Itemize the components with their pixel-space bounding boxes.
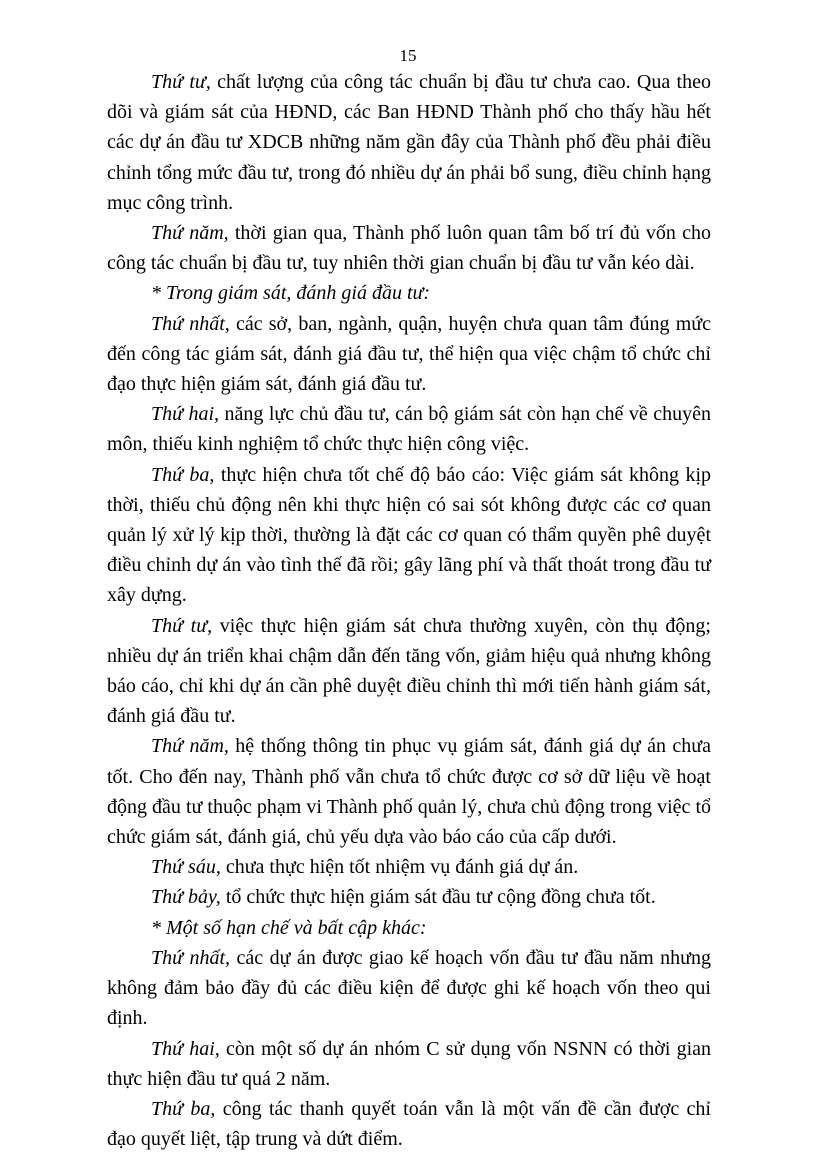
paragraph-text: các dự án được giao kế hoạch vốn đầu tư đầu năm nhưng không đảm bảo đầy đủ các điều kiện để được ghi kế hoạch vốn theo qui định.: [107, 946, 711, 1030]
paragraph-prep-5: [107, 218, 711, 278]
paragraph-lead: Thứ năm,: [151, 735, 229, 758]
paragraph-text: hệ thống thông tin phục vụ giám sát, đánh giá dự án chưa tốt. Cho đến nay, Thành phố vẫn chưa tổ chức được cơ sở dữ liệu về hoạt động đầu tư thuộc phạm vi Thành phố quản lý, chưa chủ động trong việc tổ chức giám sát, đánh giá, chủ yếu dựa vào báo cáo của cấp dưới.: [107, 735, 711, 849]
paragraph-monitoring-7: [107, 882, 711, 912]
paragraph-other-2: [107, 1034, 711, 1094]
paragraph-monitoring-4: [107, 611, 711, 732]
paragraph-text: năng lực chủ đầu tư, cán bộ giám sát còn hạn chế về chuyên môn, thiếu kinh nghiệm tổ chức thực hiện công việc.: [107, 403, 711, 456]
paragraph-lead: Thứ bảy,: [151, 886, 221, 909]
paragraph-monitoring-5: [107, 731, 711, 852]
paragraph-text: tổ chức thực hiện giám sát đầu tư cộng đồng chưa tốt.: [220, 886, 656, 909]
paragraph-text: chất lượng của công tác chuẩn bị đầu tư chưa cao. Qua theo dõi và giám sát của HĐND, các Ban HĐND Thành phố cho thấy hầu hết các dự án đầu tư XDCB những năm gần đây của Thành phố đều phải điều chỉnh tổng mức đầu tư, trong đó nhiều dự án phải bổ sung, điều chỉnh hạng mục công trình.: [107, 71, 711, 214]
paragraph-monitoring-1: [107, 309, 711, 400]
paragraph-text: việc thực hiện giám sát chưa thường xuyên, còn thụ động; nhiều dự án triển khai chậm dẫn đến tăng vốn, giảm hiệu quả nhưng không báo cáo, chỉ khi dự án cần phê duyệt điều chỉnh thì mới tiến hành giám sát, đánh giá đầu tư.: [107, 614, 711, 728]
paragraph-other-1: [107, 943, 711, 1034]
paragraph-lead: Thứ tư,: [151, 614, 213, 637]
paragraph-monitoring-6: [107, 852, 711, 882]
paragraph-text: công tác thanh quyết toán vẫn là một vấn đề cần được chỉ đạo quyết liệt, tập trung và dứt điểm.: [107, 1097, 711, 1151]
paragraph-lead: Thứ sáu,: [151, 856, 221, 879]
paragraph-other-3: [107, 1094, 711, 1154]
paragraph-lead: Thứ tư,: [151, 71, 211, 93]
paragraph-lead: Thứ nhất,: [151, 312, 230, 335]
paragraph-text: các sở, ban, ngành, quận, huyện chưa quan tâm đúng mức đến công tác giám sát, đánh giá đầu tư, thể hiện qua việc chậm tổ chức chỉ đạo thực hiện giám sát, đánh giá đầu tư.: [107, 312, 712, 396]
page-number: 15: [399, 46, 417, 65]
paragraph-lead: Thứ ba,: [151, 1097, 216, 1120]
paragraph-text: thời gian qua, Thành phố luôn quan tâm bố trí đủ vốn cho công tác chuẩn bị đầu tư, tuy nhiên thời gian chuẩn bị đầu tư vẫn kéo dài.: [107, 222, 711, 275]
paragraph-lead: Thứ năm,: [151, 222, 229, 245]
paragraph-prep-4: [107, 67, 711, 218]
paragraph-text: còn một số dự án nhóm C sử dụng vốn NSNN có thời gian thực hiện đầu tư quá 2 năm.: [107, 1037, 712, 1090]
paragraph-lead: Thứ nhất,: [151, 946, 231, 969]
paragraph-lead: Thứ hai,: [151, 403, 220, 426]
paragraph-monitoring-3: [107, 460, 711, 611]
paragraph-monitoring-2: [107, 399, 711, 459]
paragraph-text: thực hiện chưa tốt chế độ báo cáo: Việc giám sát không kịp thời, thiếu chủ động nên khi thực hiện có sai sót không được các cơ quan quản lý xử lý kịp thời, thường là đặt các cơ quan có thẩm quyền phê duyệt điều chỉnh dự án vào tình thế đã rồi; gây lãng phí và thất thoát trong đầu tư xây dựng.: [107, 463, 712, 607]
section-heading-monitoring: * Trong giám sát, đánh giá đầu tư:: [151, 282, 431, 305]
document-body: [107, 67, 711, 1154]
paragraph-text: chưa thực hiện tốt nhiệm vụ đánh giá dự án.: [220, 856, 579, 879]
paragraph-lead: Thứ ba,: [151, 463, 215, 486]
section-heading-other: * Một số hạn chế và bất cập khác:: [151, 916, 427, 939]
paragraph-lead: Thứ hai,: [151, 1037, 220, 1060]
